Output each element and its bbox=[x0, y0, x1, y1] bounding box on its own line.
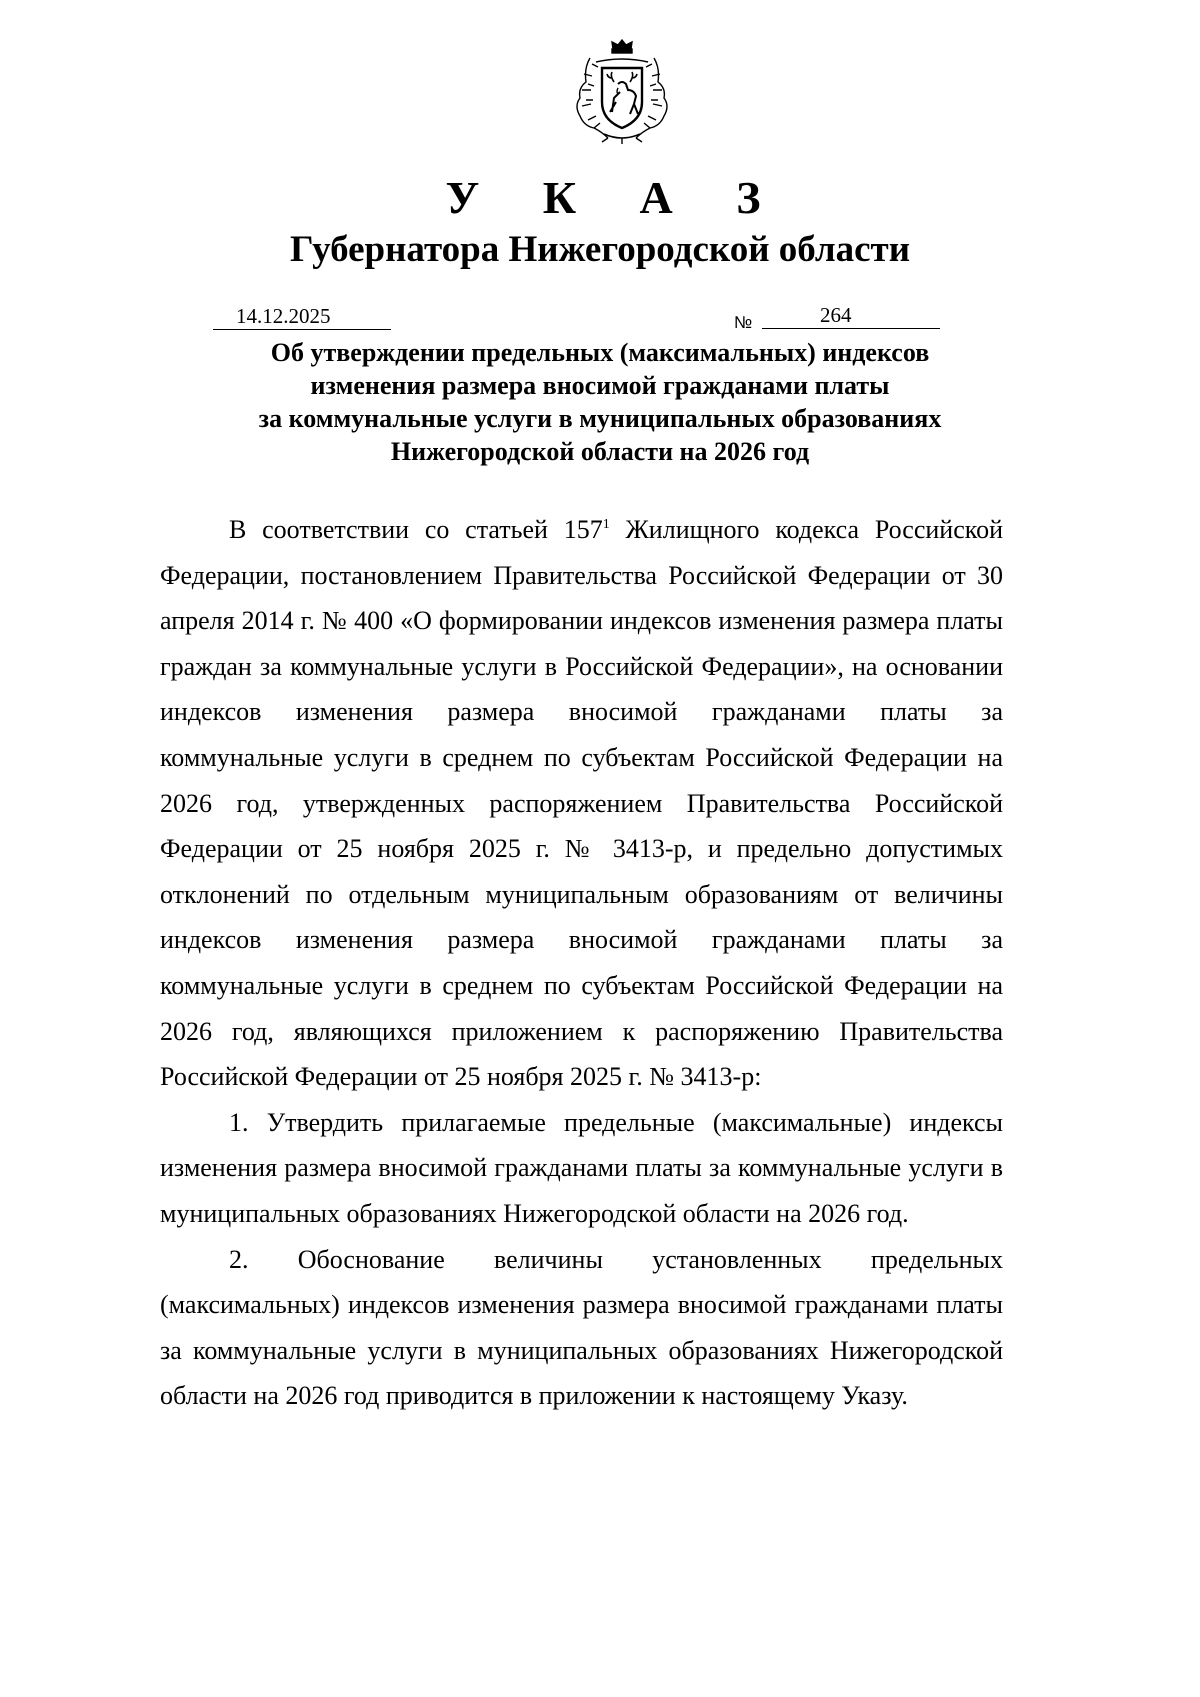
issuer-title: Губернатора Нижегородской области bbox=[289, 229, 911, 270]
document-date: 14.12.2025 bbox=[213, 303, 391, 330]
subject-line: Нижегородской области на 2026 год bbox=[390, 437, 810, 466]
subject-line: Об утверждении предельных (максимальных) индексов bbox=[270, 338, 930, 367]
item-text: Обоснование величины установленных предельных (максимальных) индексов изменения размера вносимой гражданами платы за коммунальные услуги в муниципальных образованиях Нижегородской области на 2026 год приводится в приложении к настоящему Указу. bbox=[160, 1244, 1004, 1411]
document-subject bbox=[160, 336, 1040, 468]
preamble-text-start: В соответствии со статьей 157 bbox=[229, 515, 603, 544]
number-label: № bbox=[734, 313, 753, 332]
preamble-paragraph bbox=[160, 507, 1003, 1100]
item-number: 2. bbox=[229, 1244, 249, 1274]
document-number: 264 bbox=[762, 302, 940, 329]
coat-of-arms-icon bbox=[568, 38, 676, 146]
document-body bbox=[160, 507, 1003, 1419]
item-text: Утвердить прилагаемые предельные (максимальные) индексы изменения размера вносимой гражданами платы за коммунальные услуги в муниципальных образованиях Нижегородской области на 2026 год. bbox=[160, 1107, 1003, 1228]
item-number: 1. bbox=[229, 1107, 249, 1137]
preamble-text-rest: Жилищного кодекса Российской Федерации, постановлением Правительства Российской Федерации от 30 апреля 2014 г. № 400 «О формировании индексов изменения размера платы граждан за коммунальные услуги в Российской Федерации», на основании индексов изменения размера вносимой гражданами платы за коммунальные услуги в среднем по субъектам Российской Федерации на 2026 год, утвержденных распоряжением Правительства Российской Федерации от 25 ноября 2025 г. № 3413-р, и предельно допустимых отклонений по отдельным муниципальным образованиям от величины индексов изменения размера вносимой гражданами платы за коммунальные услуги в среднем по субъектам Российской Федерации на 2026 год, являющихся приложением к распоряжению Правительства Российской Федерации от 25 ноября 2025 г. № 3413-р: bbox=[160, 515, 1003, 1092]
subject-line: изменения размера вносимой гражданами платы bbox=[310, 371, 890, 400]
article-superscript: 1 bbox=[602, 517, 610, 532]
item-paragraph-2 bbox=[160, 1237, 1003, 1419]
item-paragraph-1 bbox=[160, 1100, 1003, 1237]
document-type-title: У К А З bbox=[445, 172, 787, 223]
subject-line: за коммунальные услуги в муниципальных образованиях bbox=[258, 404, 942, 433]
